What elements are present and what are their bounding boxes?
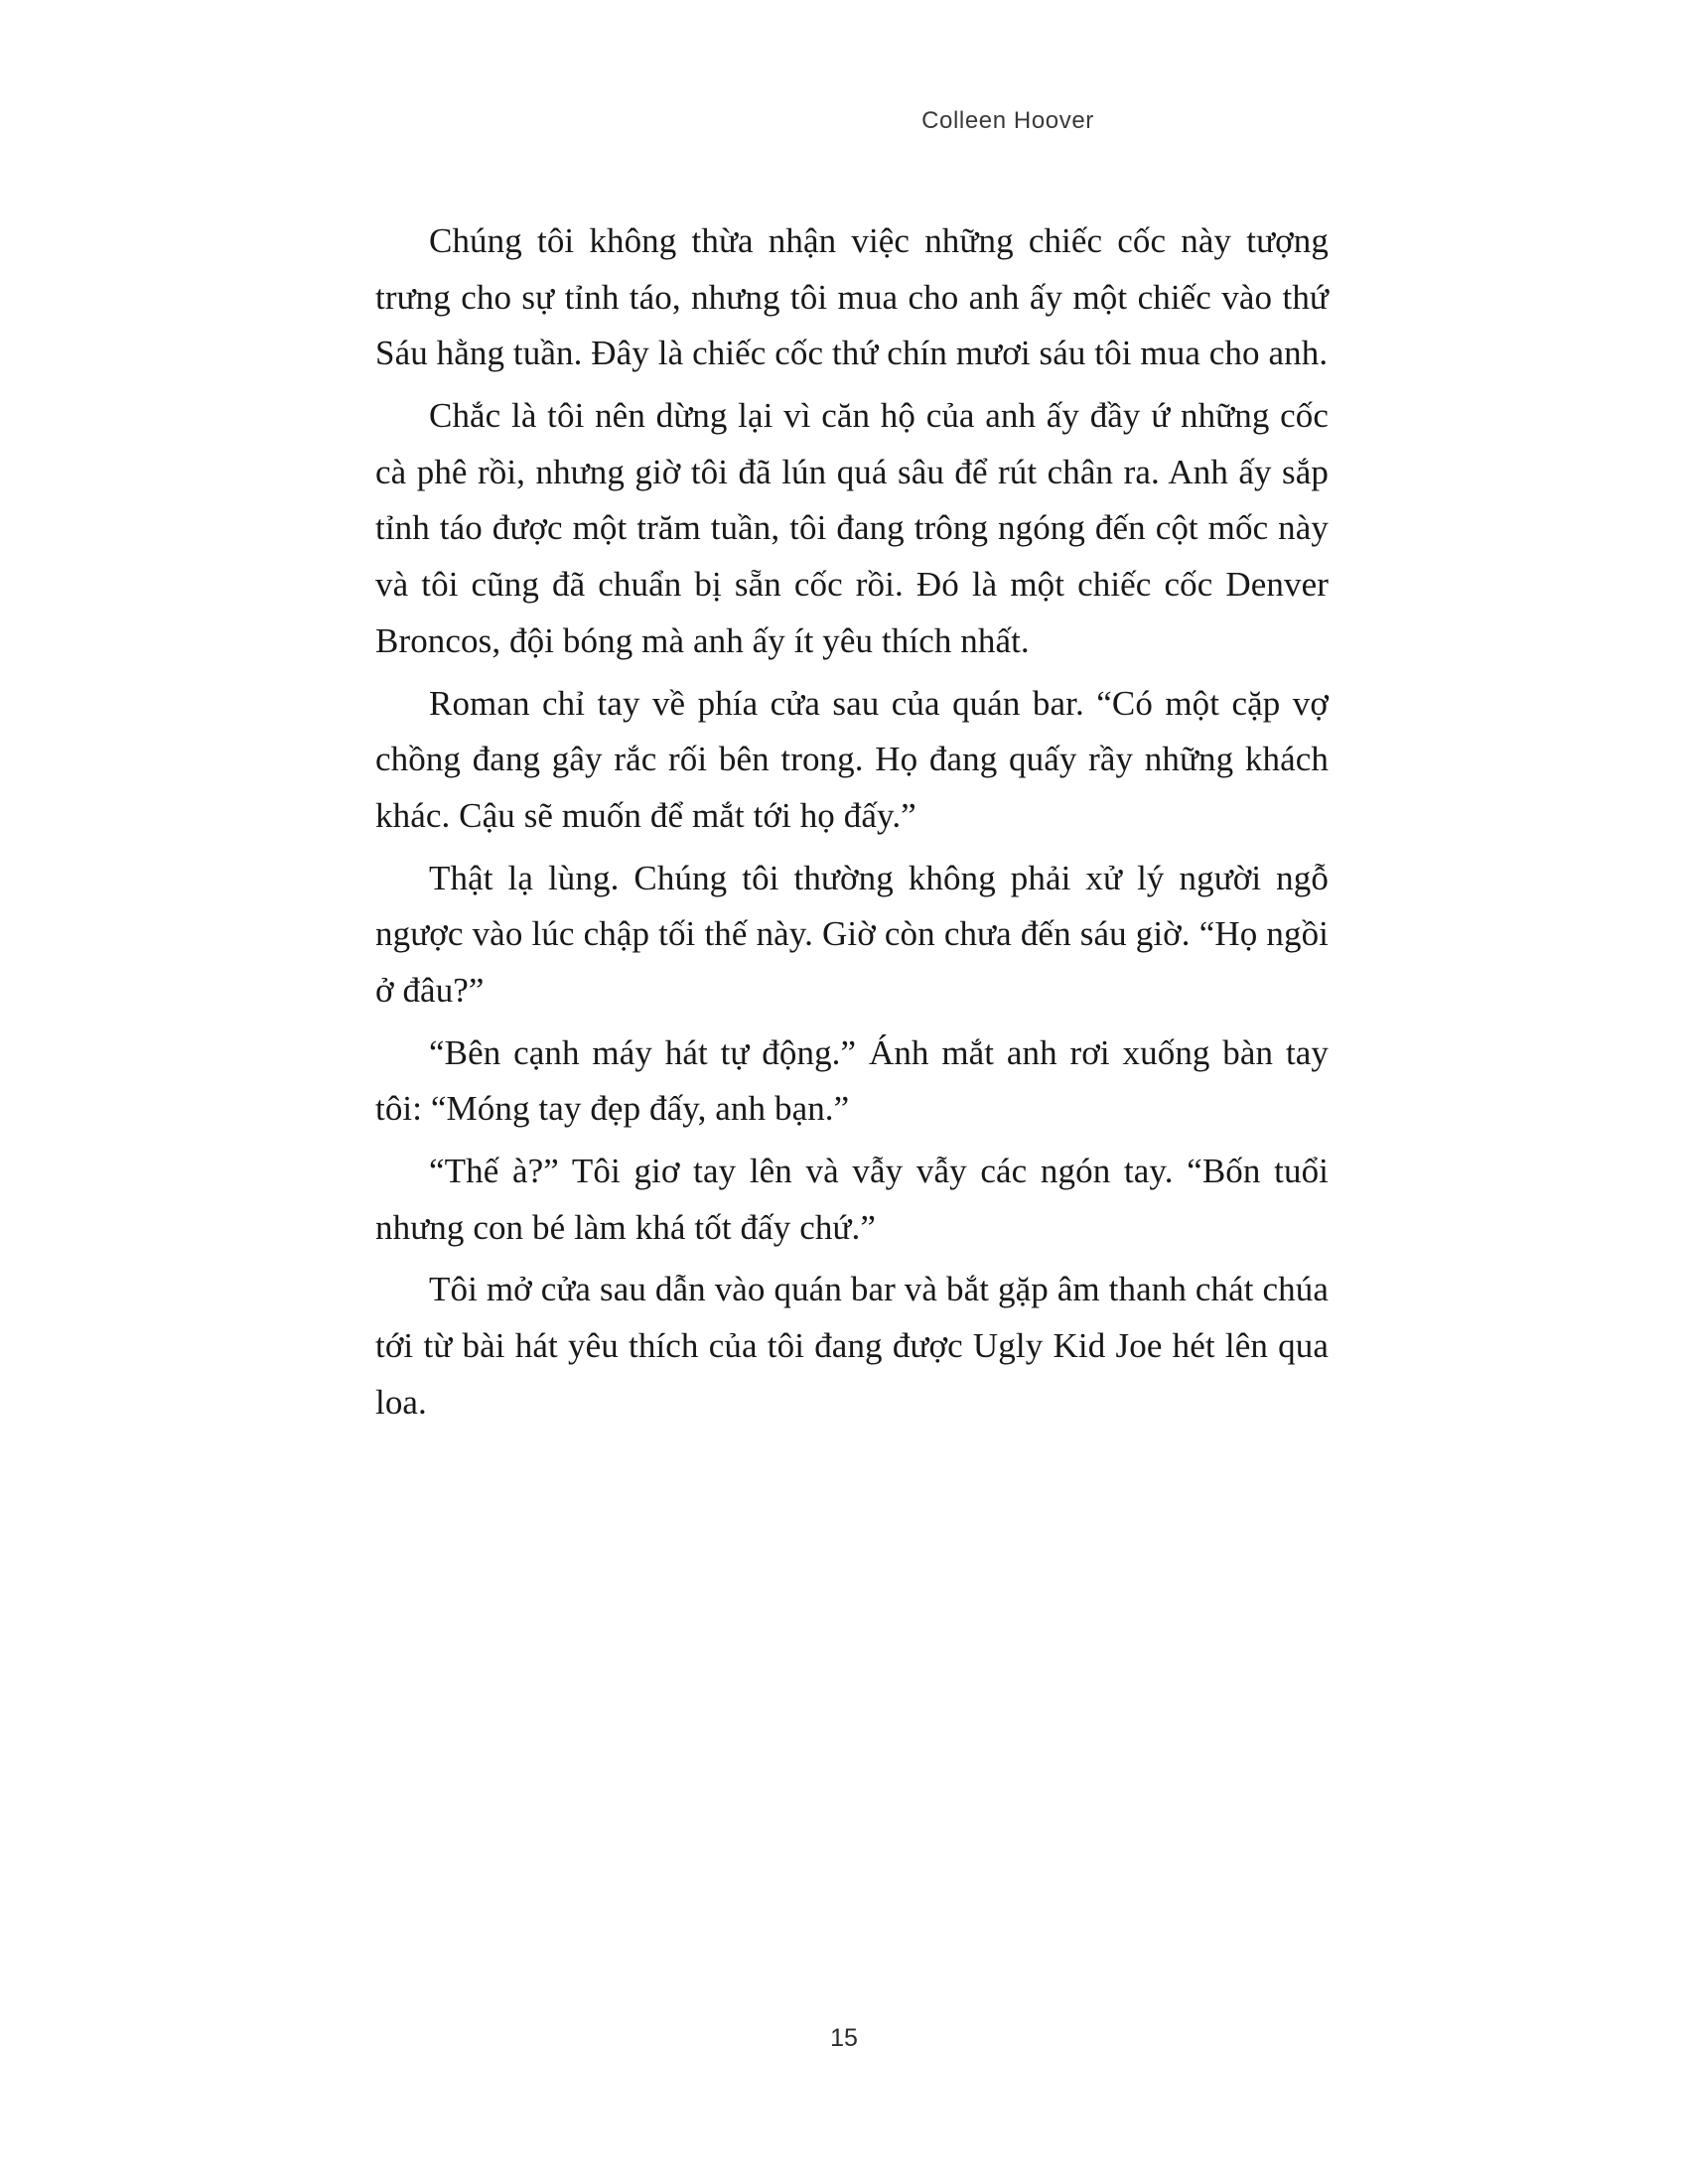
paragraph: “Bên cạnh máy hát tự động.” Ánh mắt anh rơi xuống bàn tay tôi: “Móng tay đẹp đấy, anh bạn.” (375, 1032, 1329, 1129)
paragraph: Roman chỉ tay về phía cửa sau của quán bar. “Có một cặp vợ chồng đang gây rắc rối bên trong. Họ đang quấy rầy những khách khác. Cậu sẽ muốn để mắt tới họ đấy.” (375, 683, 1329, 835)
page-number: 15 (830, 2024, 858, 2052)
paragraph: “Thế à?” Tôi giơ tay lên và vẫy vẫy các ngón tay. “Bốn tuổi nhưng con bé làm khá tốt đấy chứ.” (375, 1152, 1329, 1247)
running-head-author: Colleen Hoover (921, 107, 1094, 134)
paragraph: Tôi mở cửa sau dẫn vào quán bar và bắt gặp âm thanh chát chúa tới từ bài hát yêu thích của tôi đang được Ugly Kid Joe hét lên qua loa. (375, 1270, 1329, 1422)
paragraph: Chắc là tôi nên dừng lại vì căn hộ của anh ấy đầy ứ những cốc cà phê rồi, nhưng giờ tôi đã lún quá sâu để rút chân ra. Anh ấy sắp tỉnh táo được một trăm tuần, tôi đang trông ngóng đến cột mốc này và tôi cũng đã chuẩn bị sẵn cốc rồi. Đó là một chiếc cốc Denver Broncos, đội bóng mà anh ấy ít yêu thích nhất. (375, 396, 1329, 660)
paragraph: Chúng tôi không thừa nhận việc những chiếc cốc này tượng trưng cho sự tỉnh táo, nhưng tôi mua cho anh ấy một chiếc vào thứ Sáu hằng tuần. Đây là chiếc cốc thứ chín mươi sáu tôi mua cho anh. (375, 221, 1329, 373)
body-text (375, 213, 1329, 1436)
paragraph: Thật lạ lùng. Chúng tôi thường không phải xử lý người ngỗ ngược vào lúc chập tối thế này. Giờ còn chưa đến sáu giờ. “Họ ngồi ở đâu?” (375, 858, 1329, 1010)
